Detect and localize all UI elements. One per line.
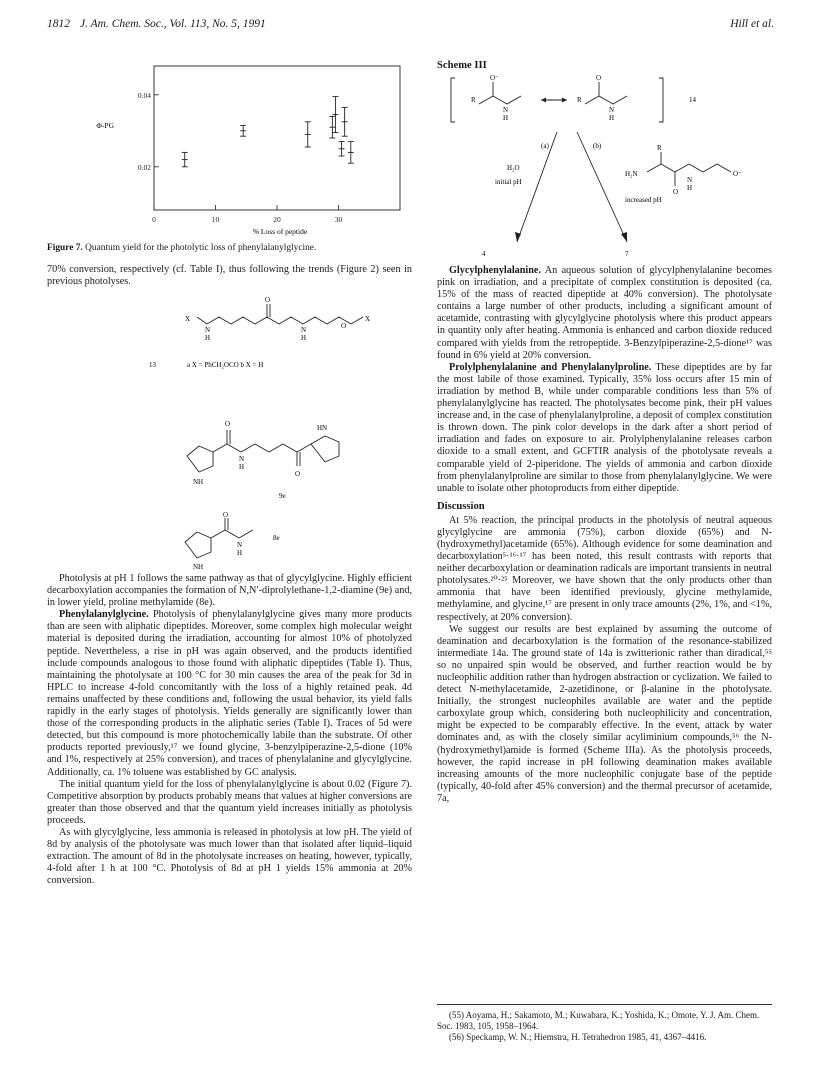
paragraph-ph1: Photolysis at pH 1 follows the same pathway as that of glycylglycine. Highly efficient decarboxylation accompanies the formation of N,N′-diprolylethane-1,2-diamine (9e) and, in lower yield, proline methylamide (8e).	[47, 573, 412, 609]
paragraph-discussion-2: We suggest our results are best explained by assuming the outcome of deamination and decarboxylation is the formation of the resonance-stabilized intermediate 14a. The ground state of 14a is zwitterionic rather than diradical,⁵⁵ so no unpaired spin would be observed, and further reaction would be by nucleophilic addition rather than hydrogen abstraction or cyclization. We failed to detect N-methylacetamide, 2-azetidinone, or β-alanine in the photolysate. Initially, the strongest nucleophiles available are water and the peptide carboxylate group which, considering both nucleophilicity and concentration, might be expected to be comparably effective. In the event, attack by water dominates and, as with the closely similar acyliminium compounds,⁵⁶ the N-(hydroxymethyl)amide is formed (Scheme IIIa). As the photolysis proceeds, however, the rapid increase in pH following deamination makes available increasing amounts of the more nucleophilic conjugate base of the peptide (typically, 40-fold after 45% conversion) and the thermal precursor of acetamide, 7a,	[437, 623, 772, 804]
running-authors: Hill et al.	[730, 18, 774, 30]
data-point-errorbar	[182, 152, 188, 166]
svg-text:H: H	[503, 114, 509, 122]
svg-text:H: H	[301, 334, 307, 342]
structure-13	[47, 292, 412, 372]
svg-text:H₂N: H₂N	[625, 170, 638, 178]
data-point-errorbar	[305, 122, 311, 147]
svg-text:N: N	[503, 106, 509, 114]
compound-13-substituents: a X = PhCH₂OCO b X = H	[187, 361, 264, 369]
paragraph-phenylalanylglycine: Phenylalanylglycine. Photolysis of phenylalanylglycine gives many more products than are seen with aliphatic dipeptides. Moreover, some complex high molecular weight material is deposited during the irradiation, accounting for almost 10% of photolyzed peptide. Nevertheless, a rise in pH was again observed, and the products identified include compounds analogous to those found with aliphatic dipeptides (Table I). Thus, maintaining the photolysate at 100 °C for 30 min causes the area of the peak for 3d in HPLC to increase 4-fold concomitantly with the loss of a highly retained peak. 4d remains unaffected by these conditions and, following the usual behavior, its yield falls rapidly in the early stages of photolysis. Yields generally are significantly lower than those of the corresponding products in the aliphatic series (Table I). Traces of 5d were detected, but this compound is more photochemically labile than the substrate. Of other products reported previously,¹⁷ we found glycine, 3-benzylpiperazine-2,5-dione (10% and 1%, respectively at 25% conversion), and traces of phenylalanine and glycylglycine. Additionally, ca. 1% toluene was established by GC analysis.	[47, 609, 412, 778]
compound-13-number: 13	[149, 361, 156, 369]
figure-7-chart	[80, 58, 410, 238]
x-tick-label: 10	[211, 215, 220, 224]
compound-8e-label: 8e	[273, 534, 280, 542]
paragraph-quantum-yield: The initial quantum yield for the loss of phenylalanylglycine is about 0.02 (Figure 7). Competitive absorption by products probably means that values at higher conversions are greater than those observed and that the quantum yield increases initially as photolysis proceeds.	[47, 778, 412, 826]
scheme-compound-number: 14	[689, 96, 696, 104]
pathway-a-label: (a)	[541, 142, 549, 150]
data-point-errorbar	[339, 142, 345, 156]
y-tick-label: 0.04	[137, 90, 151, 100]
right-column-body	[437, 265, 772, 805]
svg-text:O: O	[223, 512, 229, 519]
svg-text:X: X	[185, 315, 191, 323]
chart-ticks	[138, 91, 343, 224]
svg-text:H: H	[239, 463, 245, 471]
svg-text:O⁻: O⁻	[490, 74, 499, 82]
svg-text:NH: NH	[193, 478, 204, 486]
svg-text:X: X	[365, 315, 371, 323]
svg-text:N: N	[205, 326, 211, 334]
data-point-errorbar	[342, 107, 348, 136]
structure-9e	[47, 406, 412, 506]
discussion-heading: Discussion	[437, 500, 485, 512]
product-4: 4	[482, 250, 486, 258]
x-tick-label: 30	[334, 215, 343, 224]
product-7: 7	[625, 250, 629, 258]
svg-text:N: N	[239, 455, 245, 463]
plot-frame	[154, 66, 400, 210]
y-axis-label: Φ-PG	[96, 121, 114, 130]
svg-text:H: H	[205, 334, 211, 342]
y-tick-label: 0.02	[137, 162, 151, 172]
x-axis-label: % Loss of peptide	[252, 227, 308, 236]
svg-text:N: N	[687, 176, 693, 184]
compound-9e-label: 9e	[279, 492, 286, 500]
svg-text:H: H	[687, 184, 693, 192]
paragraph-continued: 70% conversion, respectively (cf. Table I), thus following the trends (Figure 2) seen in previous photolyses.	[47, 264, 412, 288]
svg-text:O⁻: O⁻	[733, 170, 742, 178]
scheme-iii	[437, 72, 777, 264]
svg-text:O: O	[341, 322, 347, 330]
svg-text:R: R	[577, 96, 582, 104]
svg-text:H: H	[609, 114, 615, 122]
x-tick-label: 20	[273, 215, 281, 224]
reference-divider	[437, 1004, 772, 1005]
paragraph-discussion-1: At 5% reaction, the principal products in the photolysis of neutral aqueous glycylglycine are ammonia (75%), carbon dioxide (65%) and N-(hydroxymethyl)acetamide (65%). Although evidence for some deamination and decarboxylation⁵·¹⁶·¹⁷ has been noted, this result contrasts with reports that neither decarboxylation or deamination radicals are important transients in neutral photolysates.²⁰·²⁵ Moreover, we have shown that the only products other than ammonia that have been identified previously, glycine methylamide, methylamine, and glycine,¹⁷ are present in only trace amounts (2%, 1%, and <1%, respectively, at 20% conversion).	[437, 514, 772, 623]
svg-text:HN: HN	[317, 424, 328, 432]
chart-axes	[154, 66, 400, 210]
svg-text:O: O	[225, 420, 231, 428]
section-heading-pro: Prolylphenylalanine and Phenylalanylproline.	[449, 361, 652, 373]
svg-text:N: N	[609, 106, 615, 114]
figure-7-caption	[47, 243, 412, 253]
scheme-title: Scheme III	[437, 60, 487, 71]
left-column-body	[47, 573, 412, 887]
reagent-water: H₂O	[507, 164, 520, 172]
data-point-errorbar	[348, 142, 354, 164]
structure-8e	[47, 512, 412, 572]
svg-text:O: O	[295, 470, 301, 478]
svg-text:H: H	[237, 549, 243, 557]
x-tick-label: 0	[152, 215, 156, 224]
svg-text:N: N	[237, 541, 243, 549]
reference-56: (56) Speckamp, W. N.; Hiemstra, H. Tetrahedron 1985, 41, 4367–4416.	[449, 1032, 707, 1042]
svg-text:O: O	[596, 74, 602, 82]
paragraph-glycylphenylalanine: Glycylphenylalanine. An aqueous solution of glycylphenylalanine becomes pink on irradiation, and a precipitate of complex constitution is deposited (ca. 15% of the mass of reacted dipeptide at 40% conversion). The photolysate contains a large number of other products, including a significant amount of acetamide, contrasting with glycylglycine photolysis where this product appears in quantity only after heating. Ammonia is enhanced and carbon dioxide reduced compared with yields from the retropeptide. 3-Benzylpiperazine-2,5-dione¹⁷ was found in 6% yield at 20% conversion.	[437, 265, 772, 361]
paragraph-prolylphenylalanine: Prolylphenylalanine and Phenylalanylproline. These dipeptides are by far the most labile of those examined. Typically, 35% loss occurs after 15 min of irradiation by method B, while under comparable conditions less than 5% of phenylalanylglycine has reacted. The photolysates become pink, their pH values increase and, in the case of phenylalanylproline, a deposit of complex constitution is thrown down. The pink color develops in the dark after a short period of irradiation and fades on exposure to air. Prolylphenylalanine releases carbon dioxide to a small extent, and GCFTIR analysis of the photolysate reveals a comparable yield of 2-piperidone. The yields of ammonia and carbon dioxide from phenylalanylproline are similar to those from phenylalanylglycine. We were unable to isolate other photoproducts from either dipeptide.	[437, 361, 772, 494]
svg-text:R: R	[657, 144, 662, 152]
svg-text:R: R	[471, 96, 476, 104]
data-point-errorbar	[240, 125, 246, 136]
figure-label: Figure 7.	[47, 243, 83, 253]
pathway-b-label: (b)	[593, 142, 602, 150]
condition-initial-ph: initial pH	[495, 178, 522, 186]
data-point-errorbar	[329, 116, 335, 138]
reference-55: (55) Aoyama, H.; Sakamoto, M.; Kuwabara, K.; Yoshida, K.; Omote, Y. J. Am. Chem. Soc. 1983, 105, 1958–1964.	[437, 1010, 760, 1031]
references	[437, 1010, 772, 1043]
condition-increased-ph: increased pH	[625, 196, 662, 204]
paragraph-glycylglycine: As with glycylglycine, less ammonia is released in photolysis at low pH. The yield of 8d by analysis of the photolysate was much lower than that isolated after liquid–liquid extraction. The amount of 8d in the photolysate increases on heating, however, typically, 4-fold after 1 h at 100 °C. Photolysis of 8d at pH 1 yields 15% ammonia at 20% conversion.	[47, 826, 412, 887]
svg-text:NH: NH	[193, 563, 204, 571]
figure-caption-text: Quantum yield for the photolytic loss of phenylalanylglycine.	[85, 243, 317, 253]
chart-points	[182, 97, 354, 167]
section-heading-gly: Glycylphenylalanine.	[449, 265, 541, 276]
svg-text:N: N	[301, 326, 307, 334]
page-number: 1812	[47, 18, 70, 30]
svg-text:O: O	[673, 188, 679, 196]
journal-citation: J. Am. Chem. Soc., Vol. 113, No. 5, 1991	[80, 18, 266, 30]
section-heading-phe: Phenylalanylglycine.	[59, 609, 149, 621]
svg-text:O: O	[265, 296, 271, 304]
